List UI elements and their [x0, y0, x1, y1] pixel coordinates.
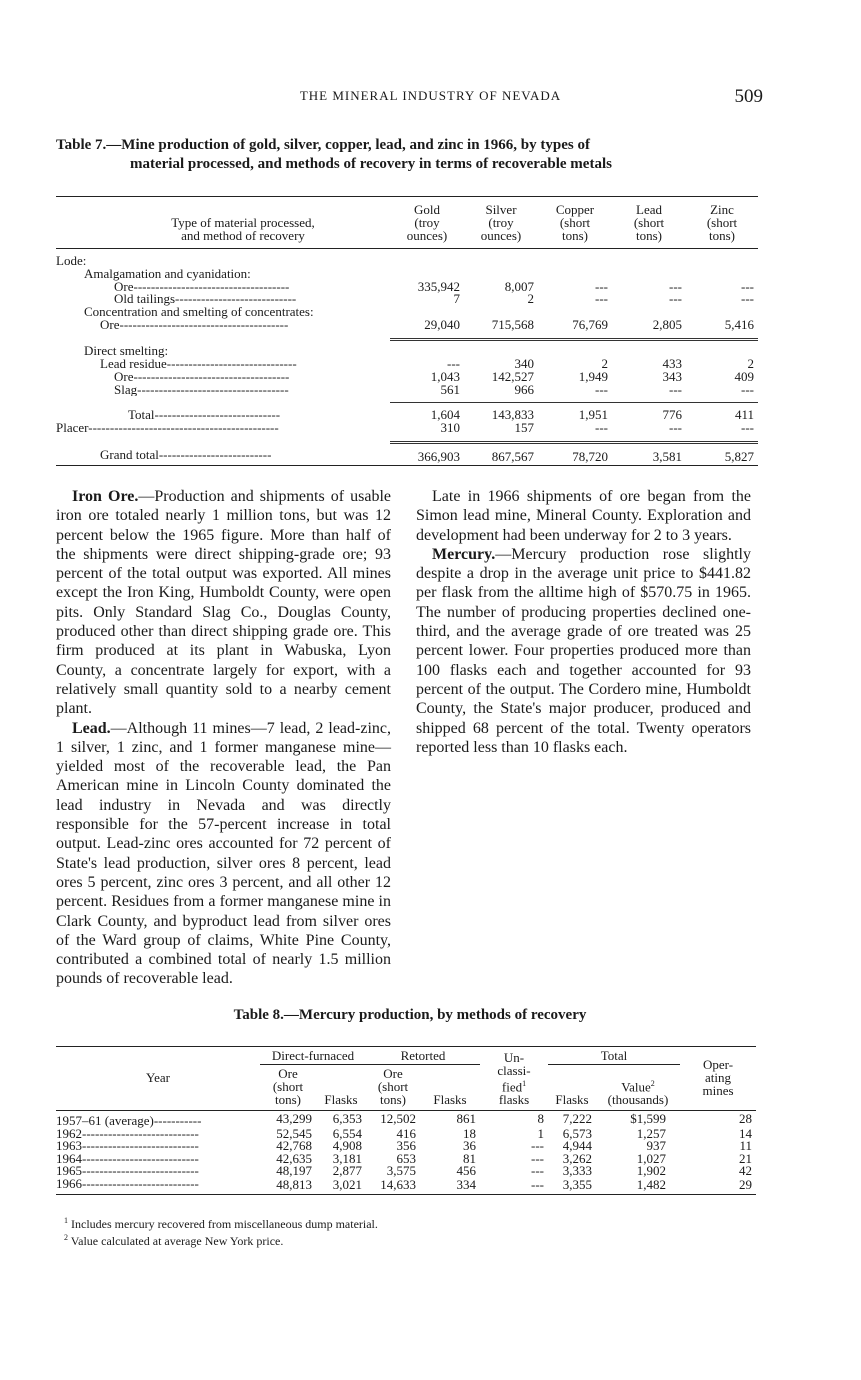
hdr-l2: (short: [559, 215, 591, 230]
footnote-text: Includes mercury recovered from miscellaneous dump material.: [71, 1217, 378, 1231]
paragraph-text: —Although 11 mines—7 lead, 2 lead-zinc, 1 silver, 1 zinc, and 1 former manganese mine—yielded most of the recoverable lead, the Pan American mine in Lincoln County dominated the lead industry in Nevada and was directly responsible for the 57-percent increase in total output. Lead-zinc ores accounted for 72 percent of State's lead production, silver ores 8 percent, lead ores 5 percent, zinc ores 3 percent, and all other 12 percent. Residues from a former manganese mine in Clark County, and byproduct lead from silver ores of the Ward group of claims, White Pine County, contributed a combined total of nearly 1.5 million pounds of recoverable lead.: [56, 719, 391, 988]
row-label: [56, 403, 390, 422]
paragraph-mercury: [416, 545, 751, 757]
spacer-row: [56, 332, 758, 340]
cell: 11: [739, 1138, 752, 1154]
cell: ---: [480, 1178, 548, 1194]
cell: 433: [662, 356, 682, 372]
row-label: [56, 319, 390, 332]
cell: 14,633: [366, 1178, 420, 1194]
run-in-head: Iron Ore.: [72, 488, 139, 505]
cell: 3,333: [562, 1163, 592, 1179]
leader-dots: ----------------------------: [175, 293, 297, 307]
row-label: Amalgamation and cyanidation:: [84, 265, 251, 281]
hdr-l1: Un-: [503, 1049, 525, 1065]
hdr-l3: mines: [702, 1083, 734, 1098]
cell: 340: [514, 356, 534, 372]
cell: 3,581: [612, 443, 686, 466]
cell: 1,949: [578, 368, 608, 384]
hdr-l3: [480, 1077, 548, 1093]
leader-dots: ---------------------------: [82, 1163, 199, 1179]
table7-header-row: [56, 197, 758, 249]
table-row: [56, 422, 758, 435]
hdr-l3: ounces): [480, 228, 522, 243]
cell: 7: [453, 291, 460, 307]
cell: 6,554: [332, 1125, 362, 1141]
leader-dots: -----------: [153, 1113, 202, 1128]
cell: 1,951: [538, 403, 612, 422]
cell: 1: [537, 1125, 544, 1141]
hdr-l2: (troy: [414, 215, 440, 230]
cell: 43,299: [276, 1111, 312, 1126]
flasks-header: Flasks: [555, 1092, 589, 1107]
table7-col-zinc: [686, 197, 758, 249]
table-row: [56, 268, 758, 281]
hdr-l2: classi-: [497, 1062, 531, 1078]
row-label: Direct smelting:: [84, 343, 169, 359]
cell: ---: [669, 381, 682, 397]
cell: 3,181: [332, 1150, 362, 1166]
hdr-l1: Oper-: [702, 1057, 734, 1072]
row-label: [56, 1175, 260, 1194]
label-text: Ore: [114, 370, 134, 384]
row-label: [56, 281, 390, 294]
cell: 36: [463, 1138, 476, 1154]
body-column-right: [416, 487, 751, 757]
leader-dots: --------------------------------------------: [88, 422, 279, 436]
cell: 29: [680, 1178, 756, 1194]
cell: 2,877: [332, 1163, 362, 1179]
footnote-mark: 2: [64, 1233, 68, 1242]
cell: 8: [537, 1111, 544, 1126]
table-row: [56, 358, 758, 371]
label-text: 1965: [56, 1163, 82, 1179]
cell: 76,769: [572, 316, 608, 332]
hdr-l1: Silver: [485, 202, 517, 217]
table7-col0-l2: and method of recovery: [181, 228, 305, 243]
row-label: [56, 384, 390, 397]
hdr-l1: Copper: [555, 202, 595, 217]
hdr-l1: Zinc: [710, 202, 734, 217]
cell: 416: [396, 1125, 416, 1141]
label-text: 1964: [56, 1150, 82, 1166]
paragraph-simon-mine: Late in 1966 shipments of ore began from the Simon lead mine, Mineral County. Exploration and development had been underway for 2 to 3 years.: [416, 488, 751, 544]
cell: 861: [456, 1111, 476, 1126]
hdr-l2: (thousands): [607, 1092, 669, 1107]
hdr-text: Value: [621, 1079, 651, 1094]
cell: 29,040: [424, 316, 460, 332]
paragraph-text: —Mercury production rose slightly despite a drop in the average unit price to $441.82 per flask from the alltime high of $570.75 in 1965. The number of producing properties declined one-third, and the average grade of ore treated was 25 percent lower. Four properties produced more than 100 flasks each and together accounted for 93 percent of the output. The Cordero mine, Humboldt County, the State's major producer, produced and shipped 68 percent of the total. Twenty operators reported less than 10 flasks each.: [416, 545, 751, 756]
total-header: Total: [548, 1047, 680, 1065]
cell: 8,007: [504, 278, 534, 294]
cell: 356: [396, 1138, 416, 1154]
cell: 5,416: [724, 316, 754, 332]
cell: ---: [595, 420, 608, 436]
leader-dots: -----------------------------: [154, 407, 281, 423]
cell: 715,568: [491, 316, 534, 332]
cell: ---: [741, 420, 754, 436]
cell: 6,573: [562, 1125, 592, 1141]
hdr-l2: ating: [705, 1070, 731, 1085]
cell: 5,827: [686, 443, 758, 466]
table-row: [56, 339, 758, 358]
row-label: [56, 422, 390, 435]
hdr-text: fied: [501, 1079, 523, 1094]
cell: 42: [739, 1163, 752, 1179]
hdr-l2: (short: [272, 1079, 304, 1094]
cell: 42,768: [276, 1138, 312, 1154]
cell: 937: [646, 1138, 666, 1154]
cell: 4,944: [562, 1138, 592, 1154]
cell: 52,545: [276, 1125, 312, 1141]
cell: 2,805: [652, 316, 682, 332]
table-row: [56, 281, 758, 294]
label-text: 1957–61 (average): [56, 1113, 154, 1128]
footnote-ref: 2: [650, 1078, 655, 1088]
leader-dots: ---------------------------: [82, 1138, 199, 1154]
retorted-header: Retorted: [366, 1047, 480, 1065]
cell: 343: [662, 368, 682, 384]
flasks-header: Flasks: [433, 1092, 467, 1107]
table7: [56, 196, 758, 466]
page-number: 509: [734, 86, 763, 107]
year-header: Year: [146, 1070, 170, 1085]
table-row: [56, 249, 758, 268]
cell: 409: [734, 368, 754, 384]
label-text: Ore: [114, 280, 134, 294]
cell: 867,567: [464, 443, 538, 466]
row-label: [56, 358, 390, 371]
run-in-head: Lead.: [72, 719, 111, 737]
hdr-l1: [596, 1077, 680, 1093]
hdr-l1: Ore: [383, 1066, 403, 1081]
value-header: [596, 1065, 680, 1109]
hdr-l2: (short: [377, 1079, 409, 1094]
cell: 1,902: [636, 1163, 666, 1179]
table-row: [56, 384, 758, 397]
cell: 4,908: [332, 1138, 362, 1154]
cell: 12,502: [380, 1111, 416, 1126]
direct-furnaced-header: Direct-furnaced: [260, 1047, 366, 1065]
cell: 18: [463, 1125, 476, 1141]
table-row: [56, 1178, 756, 1194]
cell: 78,720: [538, 443, 612, 466]
hdr-l3: tons): [380, 1092, 406, 1107]
label-text: Placer: [56, 422, 89, 436]
cell: 21: [739, 1150, 752, 1166]
cell: 310: [440, 420, 460, 436]
cell: 1,257: [636, 1125, 666, 1141]
cell: 653: [396, 1150, 416, 1166]
cell: 3,262: [562, 1150, 592, 1166]
hdr-l1: Gold: [414, 202, 440, 217]
cell: ---: [741, 278, 754, 294]
cell: 81: [463, 1150, 476, 1166]
table7-col0-header: [56, 197, 390, 249]
cell: 966: [514, 381, 534, 397]
cell: 142,527: [491, 368, 534, 384]
hdr-l2: (troy: [488, 215, 514, 230]
leader-dots: ------------------------------: [166, 358, 297, 371]
cell: 6,353: [332, 1111, 362, 1126]
table8-caption: Table 8.—Mercury production, by methods of recovery: [233, 1007, 587, 1023]
cell: 7,222: [562, 1111, 592, 1126]
unclassified-header: [480, 1047, 548, 1109]
cell: [538, 339, 612, 358]
ore-header: [260, 1065, 316, 1109]
cell: 2: [601, 356, 608, 372]
cell: 48,197: [276, 1163, 312, 1179]
leader-dots: ------------------------------------: [133, 370, 290, 384]
leader-dots: -----------------------------------: [137, 383, 289, 397]
cell: 48,813: [260, 1178, 316, 1194]
cell: 157: [514, 420, 534, 436]
cell: ---: [595, 278, 608, 294]
spacer: [56, 435, 758, 443]
cell: 14: [739, 1125, 752, 1141]
footnotes: [64, 1214, 378, 1248]
leader-dots: ---------------------------: [82, 1175, 199, 1191]
cell: ---: [669, 291, 682, 307]
cell: 776: [612, 403, 686, 422]
table-row: [56, 443, 758, 466]
cell: 1,043: [430, 368, 460, 384]
table7-col0-l1: Type of material processed,: [171, 215, 315, 230]
leader-dots: ---------------------------: [82, 1125, 199, 1141]
hdr-l1: Ore: [278, 1066, 298, 1081]
operating-mines-header: [680, 1047, 756, 1109]
label-text: Grand total: [100, 446, 159, 462]
hdr-l3: tons): [709, 228, 735, 243]
cell: 42,635: [276, 1150, 312, 1166]
leader-dots: ---------------------------------------: [119, 318, 289, 332]
cell: 3,575: [386, 1163, 416, 1179]
hdr-l2: (short: [633, 215, 665, 230]
run-in-head: Mercury.: [432, 545, 496, 563]
body-column-left: [56, 487, 391, 989]
table7-caption: [56, 136, 764, 174]
spacer-row: [56, 435, 758, 443]
label-text: Old tailings: [114, 293, 176, 307]
table7-caption-line1: Table 7.—Mine production of gold, silver, copper, lead, and zinc in 1966, by types of: [56, 137, 590, 153]
footnote-1: [64, 1214, 378, 1231]
label-text: Lead residue: [100, 358, 167, 371]
cell: 366,903: [390, 443, 464, 466]
cell: ---: [531, 1163, 544, 1179]
cell: 334: [420, 1178, 480, 1194]
flasks-header: Flasks: [324, 1092, 358, 1107]
row-label: [56, 371, 390, 384]
table-row: [56, 371, 758, 384]
hdr-l3: tons): [636, 228, 662, 243]
cell: ---: [531, 1150, 544, 1166]
cell: ---: [595, 291, 608, 307]
table7-caption-line2: material processed, and methods of recovery in terms of recoverable metals: [130, 156, 612, 172]
hdr-l3: ounces): [406, 228, 448, 243]
row-label: Lode:: [56, 253, 87, 268]
paragraph-text: —Production and shipments of usable iron ore totaled nearly 1 million tons, but was 12 percent below the 1965 figure. More than half of the shipments were direct shipping-grade ore; 93 percent of the total output was exported. All mines except the Iron King, Humboldt County, were open pits. Only Standard Slag Co., Douglas County, produced other than direct shipping grade ore. This firm produced at its plant in Wabuska, Lyon County, a concentrate largely for export, with a relatively small quantity sold to a nearby cement plant.: [56, 488, 391, 718]
leader-dots: ------------------------------------: [133, 280, 290, 294]
cell: 143,833: [464, 403, 538, 422]
table7-col-copper: [538, 197, 612, 249]
spacer: [56, 332, 758, 340]
cell: 3,355: [548, 1178, 596, 1194]
running-header: THE MINERAL INDUSTRY OF NEVADA: [299, 88, 562, 103]
hdr-l1: Lead: [636, 202, 662, 217]
cell: 2: [527, 291, 534, 307]
paragraph-lead: [56, 719, 391, 989]
cell: $1,599: [630, 1111, 666, 1126]
hdr-l2: (short: [706, 215, 738, 230]
hdr-l3: tons): [275, 1092, 301, 1107]
label-text: Ore: [100, 318, 120, 332]
cell: ---: [531, 1138, 544, 1154]
table-row: [56, 319, 758, 332]
cell: ---: [669, 420, 682, 436]
cell: ---: [669, 278, 682, 294]
row-label: Concentration and smelting of concentrates:: [84, 304, 314, 320]
table8-header-row1: [56, 1047, 756, 1065]
label-text: 1962: [56, 1125, 82, 1141]
cell: 2: [747, 356, 754, 372]
cell: ---: [741, 381, 754, 397]
footnote-text: Value calculated at average New York price.: [70, 1234, 284, 1248]
table7-col-gold: [390, 197, 464, 249]
cell: 1,604: [390, 403, 464, 422]
cell: ---: [741, 291, 754, 307]
ore-header: [366, 1065, 420, 1109]
cell: 335,942: [417, 278, 460, 294]
leader-dots: ---------------------------: [82, 1150, 199, 1166]
footnote-ref: 1: [522, 1078, 527, 1088]
footnote-mark: 1: [64, 1216, 68, 1225]
footnote-2: [64, 1231, 378, 1248]
label-text: Total: [128, 407, 155, 423]
cell: 411: [686, 403, 758, 422]
cell: 561: [440, 381, 460, 397]
cell: 1,482: [596, 1178, 680, 1194]
cell: 1,027: [636, 1150, 666, 1166]
table7-col-lead: [612, 197, 686, 249]
cell: ---: [447, 356, 460, 372]
hdr-l4: flasks: [498, 1092, 530, 1107]
cell: ---: [595, 381, 608, 397]
leader-dots: --------------------------: [158, 446, 272, 462]
hdr-l3: tons): [562, 228, 588, 243]
label-text: 1966: [56, 1175, 82, 1191]
table-row: [56, 403, 758, 422]
row-label: [56, 443, 390, 466]
table8: [56, 1046, 756, 1195]
cell: 28: [739, 1111, 752, 1126]
cell: 3,021: [316, 1178, 366, 1194]
label-text: 1963: [56, 1138, 82, 1154]
paragraph-iron-ore: [56, 487, 391, 719]
table7-col-silver: [464, 197, 538, 249]
label-text: Slag: [114, 383, 138, 397]
cell: 456: [456, 1163, 476, 1179]
